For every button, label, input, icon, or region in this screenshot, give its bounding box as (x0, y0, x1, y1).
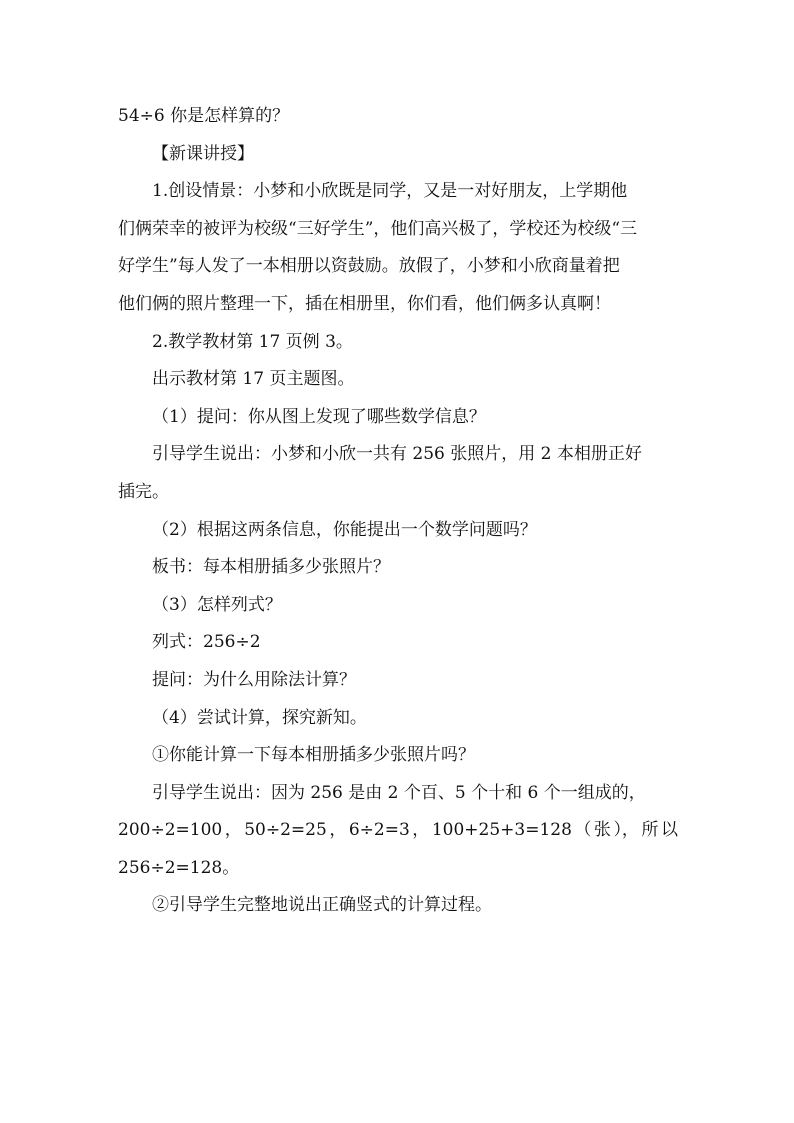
calc-part: ， (412, 820, 430, 841)
calc-part: （ (574, 820, 592, 841)
calc-part: 200÷2=100 (118, 820, 223, 841)
text-line: （1）提问：你从图上发现了哪些数学信息？ (152, 406, 486, 427)
text-line: ②引导学生完整地说出正确竖式的计算过程。 (152, 895, 492, 916)
calc-part: 所 (641, 820, 659, 841)
section-heading: 【新课讲授】 (152, 143, 254, 164)
text-line: 他们俩的照片整理一下，插在相册里，你们看，他们俩多认真啊！ (118, 293, 611, 314)
text-line: ①你能计算一下每本相册插多少张照片吗？ (152, 745, 475, 766)
document-body (118, 98, 678, 925)
text-line: （2）根据这两条信息，你能提出一个数学问题吗？ (152, 519, 537, 540)
calc-part: 以 (660, 820, 678, 841)
text-line: 256÷2=128。 (118, 857, 240, 878)
text-line: 插完。 (118, 481, 169, 502)
text-line: 好学生”每人发了一本相册以资鼓励。放假了，小梦和小欣商量着把 (118, 256, 620, 277)
calc-part: ）， (613, 820, 639, 841)
calc-part: 张 (593, 820, 611, 841)
text-line: 1.创设情景：小梦和小欣既是同学，又是一对好朋友，上学期他 (152, 181, 628, 202)
text-line: （4）尝试计算，探究新知。 (152, 707, 367, 728)
calc-line (118, 812, 678, 850)
text-line: 54÷6 你是怎样算的？ (118, 106, 290, 126)
text-line: （3）怎样列式？ (152, 594, 282, 615)
text-line: 引导学生说出：因为 256 是由 2 个百、5 个十和 6 个一组成的， (152, 782, 646, 803)
calc-part: 6÷2=3 (348, 820, 410, 841)
text-line: 引导学生说出：小梦和小欣一共有 256 张照片，用 2 本相册正好 (152, 444, 642, 465)
text-line: 出示教材第 17 页主题图。 (152, 369, 355, 390)
text-line: 列式：256÷2 (152, 632, 261, 653)
calc-part: 100+25+3=128 (431, 820, 572, 841)
text-line: 提问：为什么用除法计算？ (152, 669, 356, 690)
text-line: 们俩荣幸的被评为校级“三好学生”，他们高兴极了，学校还为校级“三 (118, 218, 638, 239)
calc-part: ， (224, 820, 242, 841)
calc-part: 50÷2=25 (244, 820, 327, 841)
text-line: 板书：每本相册插多少张照片？ (152, 557, 390, 578)
calc-part: ， (329, 820, 347, 841)
text-line: 2.教学教材第 17 页例 3。 (152, 331, 353, 352)
